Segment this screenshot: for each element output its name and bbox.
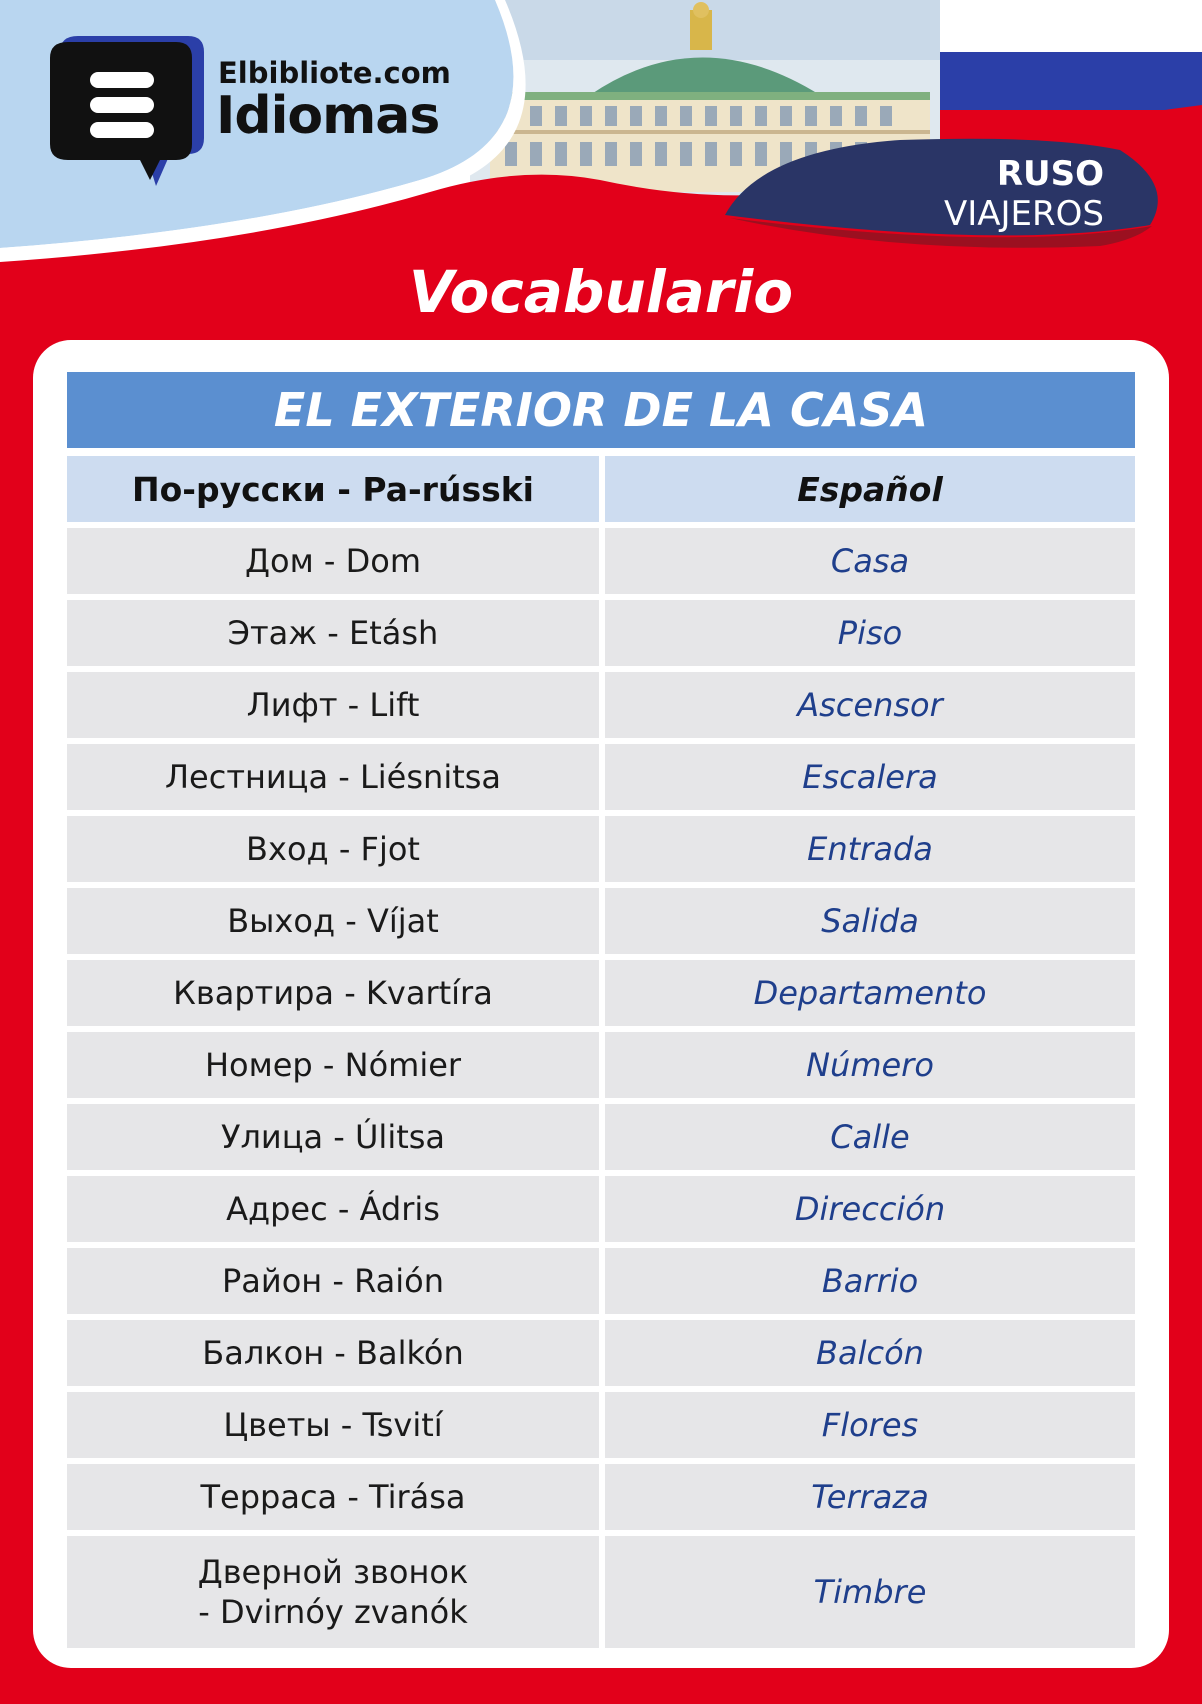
russian-term: Номер - Nómier	[67, 1032, 599, 1098]
russian-term: Квартира - Kvartíra	[67, 960, 599, 1026]
russian-term: Цветы - Tsvití	[67, 1392, 599, 1458]
table-row	[67, 1464, 1135, 1530]
page-title: Vocabulario	[408, 258, 794, 326]
table-row	[67, 1536, 1135, 1648]
spanish-term: Dirección	[605, 1176, 1135, 1242]
russian-term: Балкон - Balkón	[67, 1320, 599, 1386]
spanish-term: Departamento	[605, 960, 1135, 1026]
table-row	[67, 1248, 1135, 1314]
table-header-row	[67, 456, 1135, 522]
spanish-term: Terraza	[605, 1464, 1135, 1530]
table-row	[67, 528, 1135, 594]
table-row	[67, 1104, 1135, 1170]
table-row	[67, 960, 1135, 1026]
spanish-term: Barrio	[605, 1248, 1135, 1314]
russian-term-line1: Дверной звонок	[197, 1553, 469, 1591]
russian-term: Вход - Fjot	[67, 816, 599, 882]
russian-term: Улица - Úlitsa	[67, 1104, 599, 1170]
spanish-term: Número	[605, 1032, 1135, 1098]
spanish-term: Ascensor	[605, 672, 1135, 738]
spanish-term: Piso	[605, 600, 1135, 666]
spanish-term: Timbre	[605, 1536, 1135, 1648]
logo-brand-text: Idiomas	[216, 86, 440, 146]
spanish-term: Casa	[605, 528, 1135, 594]
language-badge	[944, 154, 1104, 234]
russian-term: Лифт - Lift	[67, 672, 599, 738]
russian-term: Терраса - Tirása	[67, 1464, 599, 1530]
column-header-russian: По-русски - Pa-rússki	[67, 456, 599, 522]
language-label: RUSO	[996, 154, 1104, 194]
table-row	[67, 1320, 1135, 1386]
column-header-spanish: Español	[605, 456, 1135, 522]
table-row	[67, 600, 1135, 666]
header-banner	[0, 0, 1202, 270]
spanish-term: Escalera	[605, 744, 1135, 810]
table-row	[67, 1392, 1135, 1458]
spanish-term: Entrada	[605, 816, 1135, 882]
table-banner: EL EXTERIOR DE LA CASA	[67, 372, 1135, 448]
logo-site-text: Elbibliote.com	[218, 56, 451, 90]
table-row	[67, 1176, 1135, 1242]
table-row	[67, 672, 1135, 738]
spanish-term: Balcón	[605, 1320, 1135, 1386]
audience-label: VIAJEROS	[943, 194, 1104, 234]
table-row	[67, 744, 1135, 810]
spanish-term: Flores	[605, 1392, 1135, 1458]
russian-term: Дом - Dom	[67, 528, 599, 594]
russian-term	[67, 1536, 599, 1648]
russian-term: Лестница - Liésnitsa	[67, 744, 599, 810]
russian-term: Этаж - Etásh	[67, 600, 599, 666]
table-row	[67, 816, 1135, 882]
table-row	[67, 888, 1135, 954]
spanish-term: Salida	[605, 888, 1135, 954]
russian-term-line2: - Dvirnóy zvanók	[198, 1593, 468, 1631]
russian-term: Адрес - Ádris	[67, 1176, 599, 1242]
table-row	[67, 1032, 1135, 1098]
vocabulary-table	[67, 372, 1135, 1654]
spanish-term: Calle	[605, 1104, 1135, 1170]
russian-term: Выход - Víjat	[67, 888, 599, 954]
russian-term: Район - Raión	[67, 1248, 599, 1314]
